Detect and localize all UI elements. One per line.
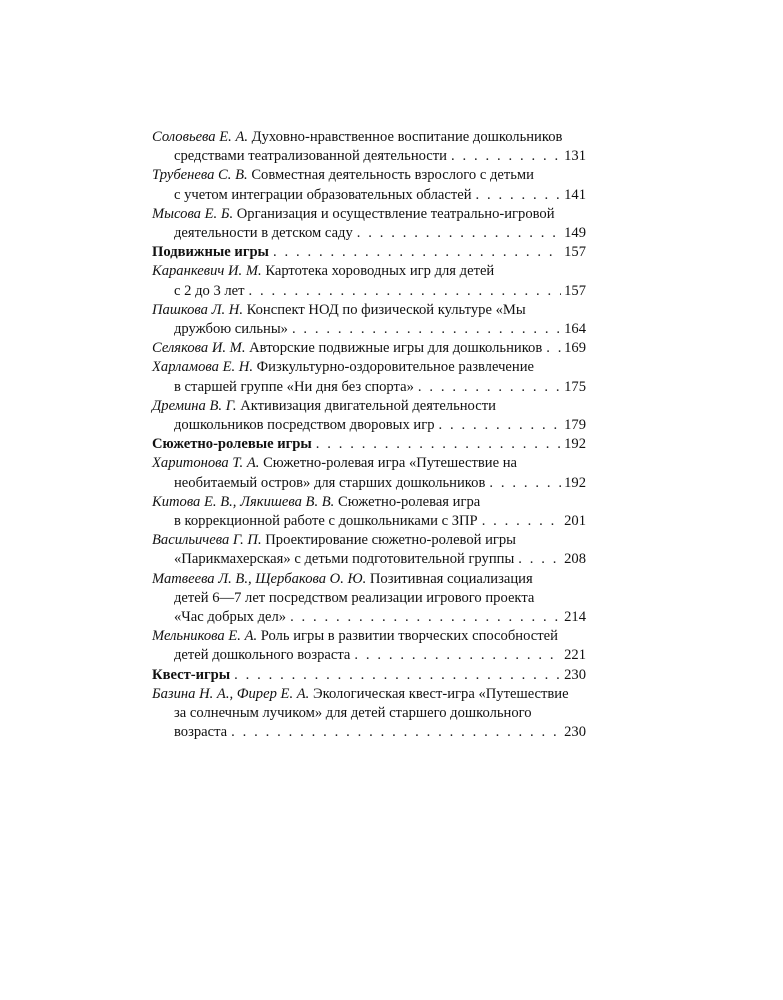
entry-author: Харитонова Т. А. (152, 455, 260, 472)
entry-title-text: Духовно-нравственное воспитание дошкольников (251, 129, 563, 145)
entry-title-text: Конспект НОД по физической культуре «Мы (246, 301, 526, 318)
entry-title-text: в старшей группе «Ни дня без спорта» (174, 378, 414, 395)
toc-entry (152, 570, 586, 628)
toc-line (152, 608, 586, 627)
entry-title-text: с 2 до 3 лет (174, 282, 245, 299)
toc-section-heading (152, 435, 586, 454)
table-of-contents (152, 128, 586, 743)
page-number: 141 (564, 186, 586, 203)
toc-line (152, 358, 586, 377)
entry-title-text: Картотека хороводных игр для детей (265, 263, 495, 280)
dot-leader (290, 608, 561, 627)
dot-leader (354, 646, 561, 665)
entry-author: Базина Н. А., Фирер Е. А. (152, 685, 310, 702)
toc-entry (152, 493, 586, 531)
dot-leader (451, 147, 561, 166)
toc-line (152, 224, 586, 243)
entry-author: Мысова Е. Б. (152, 205, 234, 222)
dot-leader (234, 666, 561, 685)
toc-line (152, 397, 586, 416)
entry-title-text: дошкольников посредством дворовых игр (174, 417, 435, 434)
entry-title-text: Физкультурно-оздоровительное развлечение (256, 359, 534, 376)
page-number: 175 (564, 378, 586, 395)
toc-entry (152, 531, 586, 569)
toc-line (152, 301, 586, 320)
entry-title-text: Сюжетно-ролевая игра «Путешествие на (263, 455, 518, 472)
entry-author: Матвеева Л. В., Щербакова О. Ю. (152, 570, 367, 587)
toc-entry (152, 262, 586, 300)
dot-leader (292, 320, 561, 339)
page-number: 157 (564, 282, 586, 299)
entry-title-text: деятельности в детском саду (174, 225, 353, 242)
entry-title-text: Организация и осуществление театрально-игровой (236, 205, 555, 222)
page-number: 214 (564, 609, 586, 626)
toc-line (152, 454, 586, 473)
dot-leader (482, 512, 561, 531)
entry-author: Васильичева Г. П. (152, 532, 262, 549)
entry-title-text: «Час добрых дел» (174, 609, 287, 626)
toc-section-heading (152, 243, 586, 262)
entry-title-text: средствами театрализованной деятельности (174, 148, 447, 165)
entry-title-text: Авторские подвижные игры для дошкольников (249, 340, 543, 357)
entry-title-text: дружбою сильны» (174, 321, 288, 338)
dot-leader (439, 416, 562, 435)
section-title: Подвижные игры (152, 244, 269, 261)
page-number: 201 (564, 513, 586, 530)
dot-leader (357, 224, 561, 243)
page-number: 169 (564, 340, 586, 357)
page-number: 149 (564, 225, 586, 242)
toc-line (152, 531, 586, 550)
toc-line (152, 646, 586, 665)
toc-line (152, 339, 586, 358)
toc-entry (152, 627, 586, 665)
toc-line (152, 262, 586, 281)
toc-line (152, 666, 586, 685)
dot-leader (489, 474, 561, 493)
toc-line (152, 704, 586, 723)
toc-line (152, 320, 586, 339)
dot-leader (316, 435, 561, 454)
entry-title-text: Роль игры в развитии творческих способностей (260, 628, 558, 645)
entry-author: Селякова И. М. (152, 340, 246, 357)
entry-title-text: в коррекционной работе с дошкольниками с ЗПР (174, 513, 478, 530)
entry-author: Китова Е. В., Лякишева В. В. (152, 493, 335, 510)
entry-title-text: возраста (174, 724, 228, 741)
toc-line (152, 493, 586, 512)
entry-title-text: Экологическая квест-игра «Путешествие (312, 685, 569, 702)
entry-title-text: Совместная деятельность взрослого с детьми (251, 167, 534, 184)
toc-entry (152, 205, 586, 243)
toc-line (152, 378, 586, 397)
entry-title-text: с учетом интеграции образовательных областей (174, 186, 472, 203)
entry-author: Мельникова Е. А. (152, 628, 258, 645)
section-title: Сюжетно-ролевые игры (152, 436, 312, 453)
entry-title-text: за солнечным лучиком» для детей старшего дошкольного (174, 705, 532, 722)
entry-author: Харламова Е. Н. (152, 359, 253, 376)
toc-entry (152, 454, 586, 492)
entry-title-text: Позитивная социализация (369, 570, 533, 587)
page-number: 192 (564, 436, 586, 453)
page-number: 131 (564, 148, 586, 165)
page-number: 230 (564, 666, 586, 683)
page-number: 164 (564, 321, 586, 338)
toc-line (152, 685, 586, 704)
toc-line (152, 723, 586, 742)
entry-title-text: детей дошкольного возраста (174, 647, 351, 664)
toc-line (152, 205, 586, 224)
page-number: 157 (564, 244, 586, 261)
toc-entry (152, 358, 586, 396)
entry-title-text: «Парикмахерская» с детьми подготовительной группы (174, 551, 515, 568)
toc-line (152, 570, 586, 589)
toc-line (152, 627, 586, 646)
toc-line (152, 550, 586, 569)
entry-title-text: Проектирование сюжетно-ролевой игры (265, 532, 516, 549)
dot-leader (231, 723, 561, 742)
page-number: 192 (564, 474, 586, 491)
toc-line (152, 128, 586, 147)
toc-line (152, 589, 586, 608)
entry-author: Каранкевич И. М. (152, 263, 262, 280)
toc-entry (152, 301, 586, 339)
dot-leader (273, 243, 561, 262)
page-number: 208 (564, 551, 586, 568)
toc-line (152, 147, 586, 166)
toc-line (152, 166, 586, 185)
entry-author: Дремина В. Г. (152, 397, 237, 414)
entry-title-text: детей 6—7 лет посредством реализации игрового проекта (174, 589, 535, 606)
dot-leader (418, 378, 561, 397)
toc-entry (152, 397, 586, 435)
toc-line (152, 282, 586, 301)
section-title: Квест-игры (152, 666, 231, 683)
toc-section-heading (152, 666, 586, 685)
toc-line (152, 474, 586, 493)
toc-entry (152, 339, 586, 358)
toc-entry (152, 128, 586, 166)
toc-line (152, 416, 586, 435)
dot-leader (546, 339, 561, 358)
dot-leader (476, 186, 562, 205)
toc-entry (152, 685, 586, 743)
dot-leader (518, 550, 561, 569)
toc-line (152, 186, 586, 205)
entry-author: Соловьева Е. А. (152, 129, 249, 145)
toc-entry (152, 166, 586, 204)
entry-author: Трубенева С. В. (152, 167, 248, 184)
page-number: 221 (564, 647, 586, 664)
toc-line (152, 435, 586, 454)
page-number: 230 (564, 724, 586, 741)
entry-title-text: Сюжетно-ролевая игра (337, 493, 481, 510)
dot-leader (249, 282, 562, 301)
toc-line (152, 243, 586, 262)
page-number: 179 (564, 417, 586, 434)
entry-title-text: необитаемый остров» для старших дошкольников (174, 474, 486, 491)
entry-title-text: Активизация двигательной деятельности (240, 397, 496, 414)
toc-line (152, 512, 586, 531)
entry-author: Пашкова Л. Н. (152, 301, 243, 318)
